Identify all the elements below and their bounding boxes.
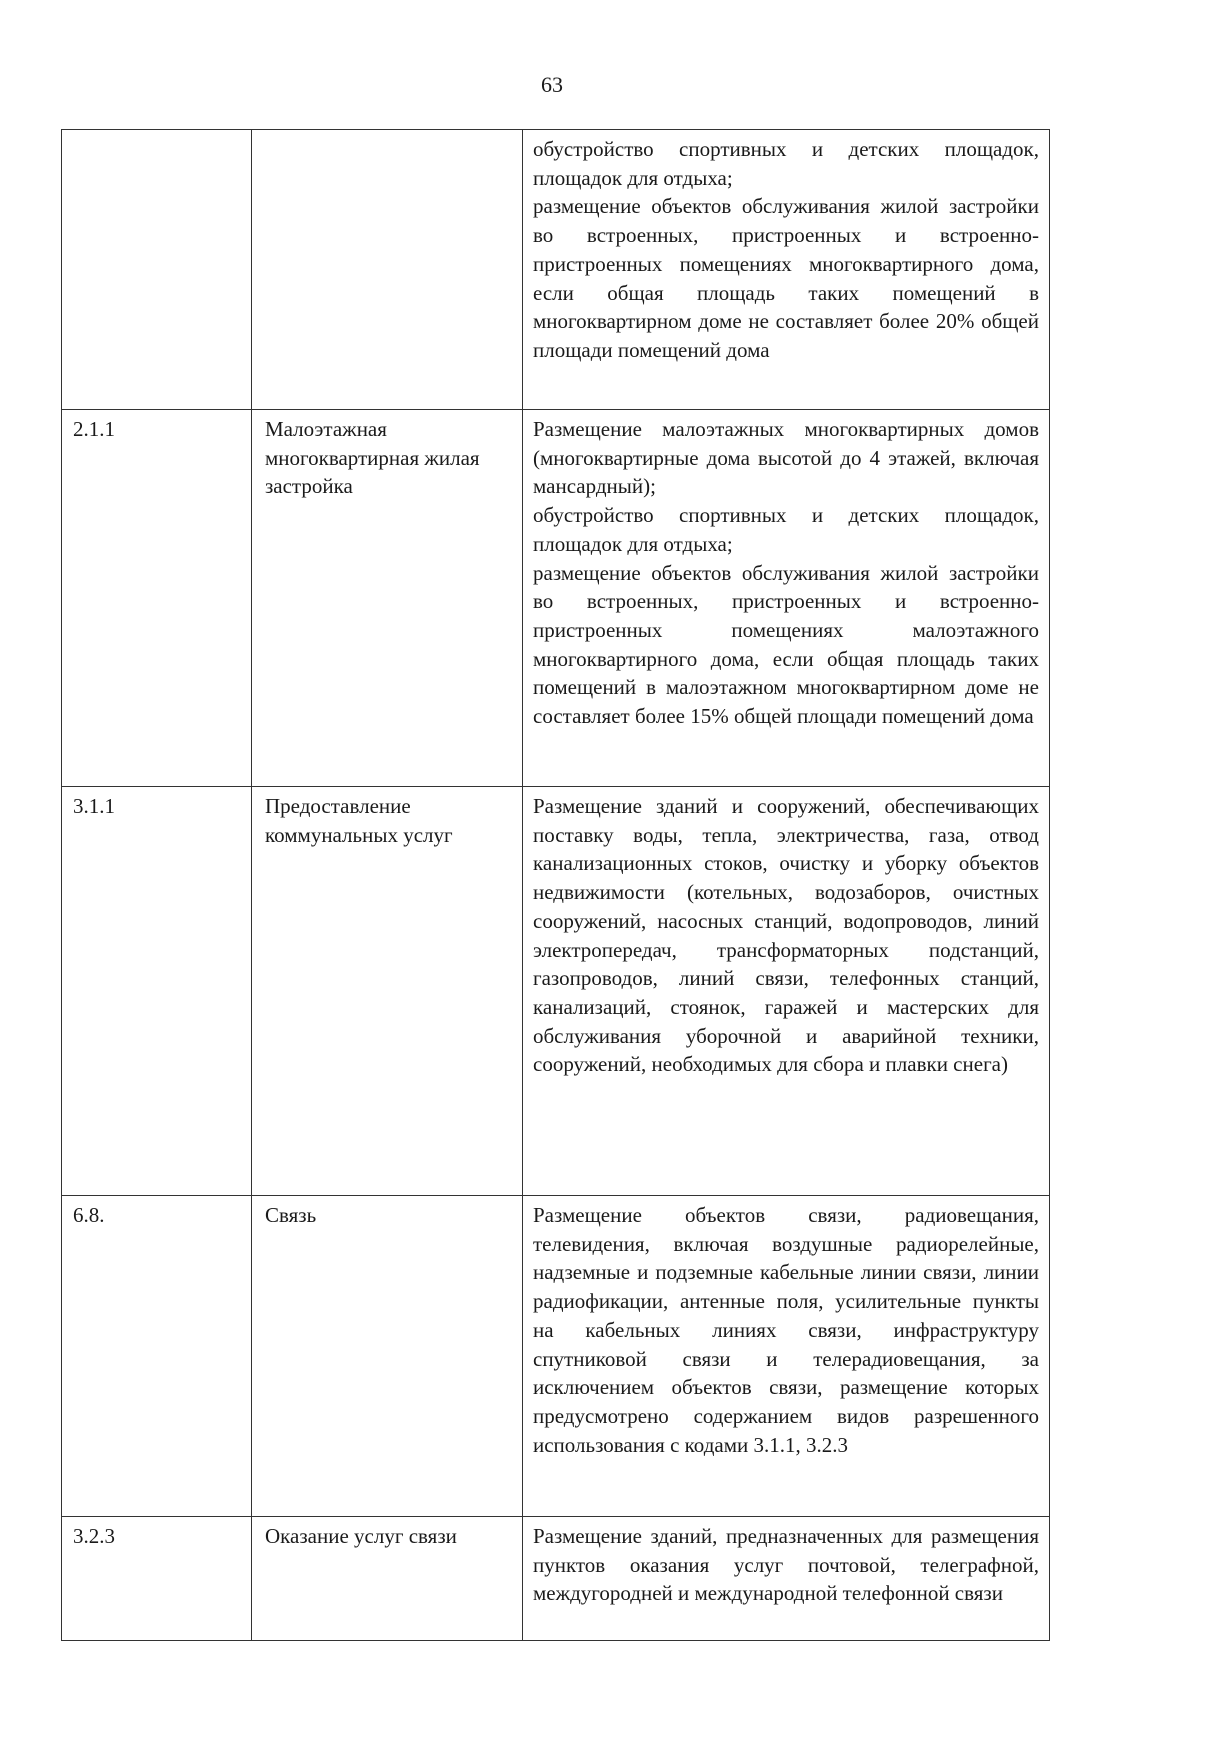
name-cell: Малоэтажная многоквартирная жилая застройка [252, 410, 523, 787]
table-row [62, 410, 1050, 787]
page-number: 63 [541, 72, 563, 97]
description-paragraph: Размещение зданий и сооружений, обеспечивающих поставку воды, тепла, электричества, газа, отвод канализационных стоков, очистку и уборку объектов недвижимости (котельных, водозаборов, очистных сооружений, насосных станций, водопроводов, линий электропередач, трансформаторных подстанций, газопроводов, линий связи, телефонных станций, канализаций, стоянок, гаражей и мастерских для обслуживания уборочной и аварийной техники, сооружений, необходимых для сбора и плавки снега) [533, 794, 1039, 1077]
code-cell: 2.1.1 [62, 410, 252, 787]
land-use-table [61, 129, 1050, 1641]
table-row [62, 1517, 1050, 1641]
description-cell [523, 1196, 1050, 1517]
code-cell: 3.1.1 [62, 787, 252, 1196]
description-cell [523, 1517, 1050, 1641]
code-cell: 3.2.3 [62, 1517, 252, 1641]
description-paragraph: Размещение объектов связи, радиовещания, телевидения, включая воздушные радиорелейные, надземные и подземные кабельные линии связи, линии радиофикации, антенные поля, усилительные пункты на кабельных линиях связи, инфраструктуру спутниковой связи и телерадиовещания, за исключением объектов связи, размещение которых предусмотрено содержанием видов разрешенного использования с кодами 3.1.1, 3.2.3 [533, 1203, 1039, 1457]
description-paragraph: Размещение малоэтажных многоквартирных домов (многоквартирные дома высотой до 4 этажей, включая мансардный); [533, 417, 1039, 499]
description-paragraph: размещение объектов обслуживания жилой застройки во встроенных, пристроенных и встроенно-пристроенных помещениях многоквартирного дома, если общая площадь таких помещений в многоквартирном доме не составляет более 20% общей площади помещений дома [533, 194, 1039, 362]
description-paragraph: Размещение зданий, предназначенных для размещения пунктов оказания услуг почтовой, телеграфной, междугородней и международной телефонной связи [533, 1524, 1039, 1606]
name-cell: Предоставление коммунальных услуг [252, 787, 523, 1196]
code-cell [62, 130, 252, 410]
name-cell: Оказание услуг связи [252, 1517, 523, 1641]
description-cell [523, 410, 1050, 787]
description-cell [523, 130, 1050, 410]
table-row [62, 787, 1050, 1196]
code-cell: 6.8. [62, 1196, 252, 1517]
description-cell [523, 787, 1050, 1196]
table-row [62, 1196, 1050, 1517]
name-cell [252, 130, 523, 410]
description-paragraph: размещение объектов обслуживания жилой застройки во встроенных, пристроенных и встроенно-пристроенных помещениях малоэтажного многоквартирного дома, если общая площадь таких помещений в малоэтажном многоквартирном доме не составляет более 15% общей площади помещений дома [533, 560, 1039, 729]
description-paragraph: обустройство спортивных и детских площадок, площадок для отдыха; [533, 503, 1039, 556]
name-cell: Связь [252, 1196, 523, 1517]
table-row [62, 130, 1050, 410]
description-paragraph: обустройство спортивных и детских площадок, площадок для отдыха; [533, 137, 1039, 190]
